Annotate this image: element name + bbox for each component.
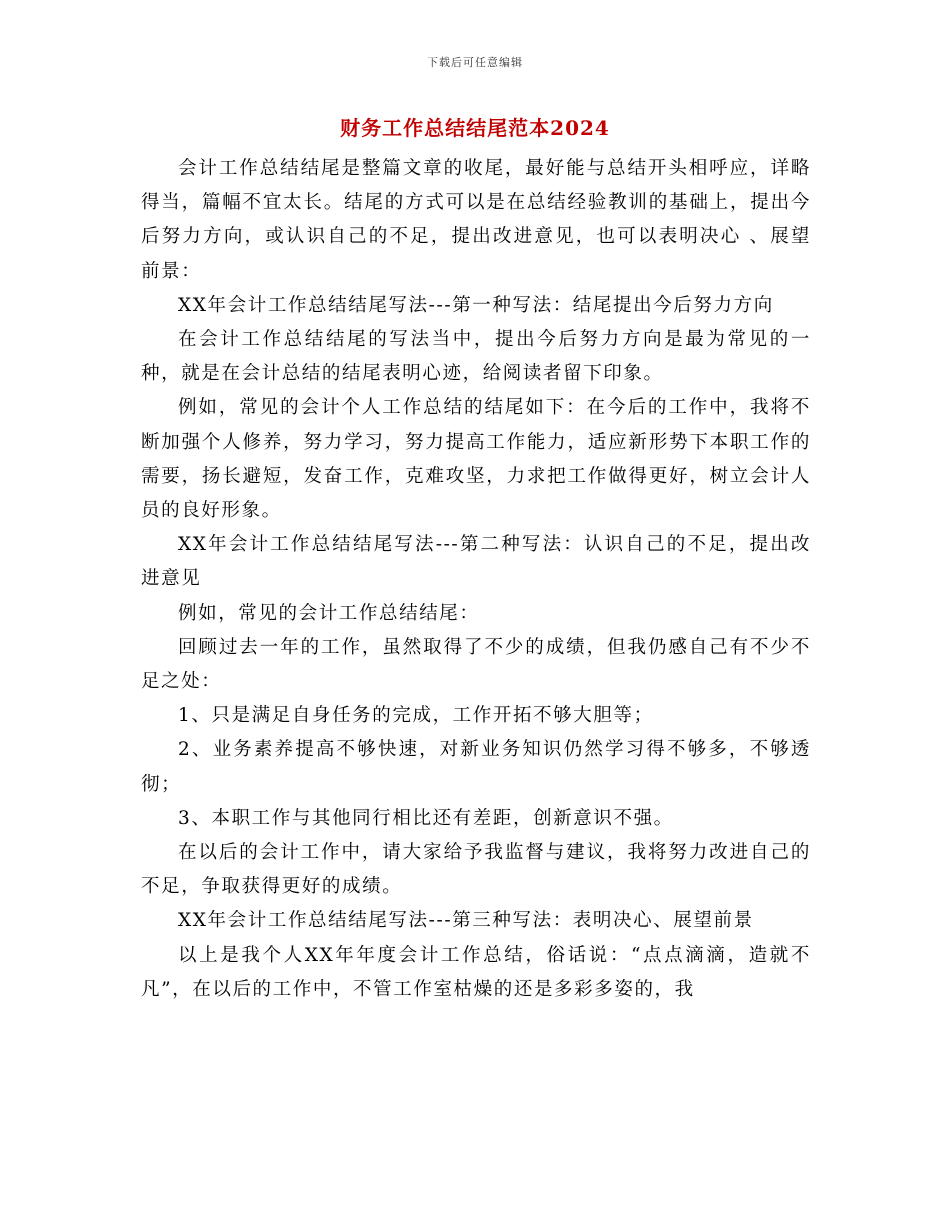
document-title: 财务工作总结结尾范本2024 — [340, 116, 610, 140]
section-heading-method-1: XX年会计工作总结结尾写法---第一种写法：结尾提出今后努力方向 — [178, 294, 774, 316]
paragraph-intro: 会计工作总结结尾是整篇文章的收尾，最好能与总结开头相呼应，详略得当，篇幅不宜太长。结尾的方式可以是在总结经验教训的基础上，提出今后努力方向，或认识自己的不足，提出改进意见，也可以表明决心 、展望前景： — [141, 158, 811, 282]
paragraph-method-1-example: 例如，常见的会计个人工作总结的结尾如下：在今后的工作中，我将不断加强个人修养，努力学习，努力提高工作能力，适应新形势下本职工作的需要，扬长避短，发奋工作，克难攻坚，力求把工作做得更好，树立会计人员的良好形象。 — [141, 397, 811, 522]
list-item-1: 1、只是满足自身任务的完成，工作开拓不够大胆等； — [178, 705, 654, 727]
paragraph-method-2-closing: 在以后的会计工作中，请大家给予我监督与建议，我将努力改进自己的不足，争取获得更好的成绩。 — [141, 842, 811, 898]
paragraph-method-2-example-intro: 例如，常见的会计工作总结结尾： — [178, 602, 480, 624]
document-body — [141, 152, 811, 1007]
paragraph-method-2-review: 回顾过去一年的工作，虽然取得了不少的成绩，但我仍感自己有不少不足之处： — [141, 636, 811, 693]
section-heading-method-2: XX年会计工作总结结尾写法---第二种写法：认识自己的不足，提出改进意见 — [141, 534, 811, 590]
section-heading-method-3: XX年会计工作总结结尾写法---第三种写法：表明决心、展望前景 — [178, 910, 754, 932]
list-item-2: 2、业务素养提高不够快速，对新业务知识仍然学习得不够多，不够透彻； — [141, 739, 811, 795]
paragraph-method-3-example: 以上是我个人XX年年度会计工作总结，俗话说：“点点滴滴，造就不凡”，在以后的工作中，不管工作室枯燥的还是多彩多姿的，我 — [141, 944, 811, 1000]
header-note: 下载后可任意编辑 — [427, 56, 523, 69]
paragraph-method-1-desc: 在会计工作总结结尾的写法当中，提出今后努力方向是最为常见的一种，就是在会计总结的结尾表明心迹，给阅读者留下印象。 — [141, 329, 811, 385]
list-item-3: 3、本职工作与其他同行相比还有差距，创新意识不强。 — [178, 807, 674, 829]
